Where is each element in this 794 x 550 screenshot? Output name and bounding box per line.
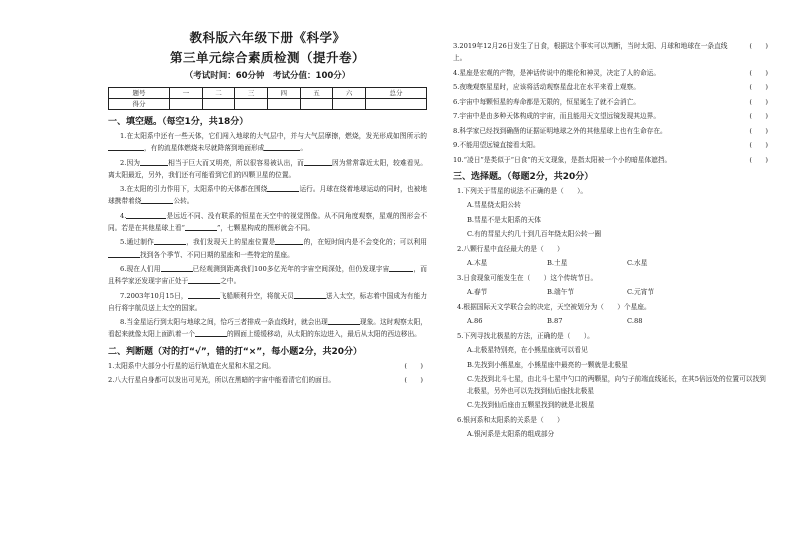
left-column bbox=[22, 28, 427, 542]
exam-info: （考试时间：60分钟 考试分值：100分） bbox=[184, 71, 351, 81]
score-input-cell[interactable] bbox=[235, 99, 268, 110]
answer-paren[interactable]: ( ) bbox=[404, 361, 423, 370]
fill-question-5: 5.通过制作 ，我们发现天上的星座位置是 的，在短时间内是不会变化的；可以利用找到各个季节、不同日期的星座和一些特定的星座。 bbox=[108, 236, 427, 261]
judge-question-6: 6.宇宙中每颗恒星的寿命都是无限的，恒星诞生了就不会消亡。 ( ) bbox=[453, 97, 768, 106]
fill-question-3: 3.在太阳的引力作用下，太阳系中的天体都在围绕 运行。月球在绕着地球运动的同时，也被地球携带着绕 公转。 bbox=[108, 185, 427, 206]
section1-title: 一、填空题。（每空1分，共18分） bbox=[108, 117, 249, 127]
choice-question-3-stem: 3.日食现象可能发生在（ ）这个传统节日。 bbox=[457, 273, 598, 282]
choice-options-row bbox=[453, 286, 772, 298]
answer-blank[interactable] bbox=[195, 328, 227, 337]
score-cell: 题号 bbox=[109, 88, 170, 99]
answer-blank[interactable] bbox=[140, 157, 168, 166]
score-cell: 二 bbox=[202, 88, 235, 99]
fill-question-8: 8.当金星运行到太阳与地球之间，恰巧三者排成一条直线时，就会出现 现象。这时观察太阳，看起来就像太阳上面趴着一个 的圆面上缓缓移动，从太阳的东边进入，最后从太阳的西边移出。 bbox=[108, 318, 427, 339]
answer-paren[interactable]: ( ) bbox=[749, 155, 768, 164]
choice-option[interactable]: B.端午节 bbox=[547, 288, 575, 296]
choice-option[interactable]: C.先找到北斗七星，由北斗七星中勺口的两颗星，向勺子前端直线延长，在其5倍远处的位置可以找到北极星，另外也可以先找到仙后座找北极星 bbox=[467, 375, 766, 395]
answer-paren[interactable]: ( ) bbox=[749, 141, 768, 149]
answer-paren[interactable]: ( ) bbox=[749, 42, 768, 50]
choice-option[interactable]: B.先找到小熊星座，小熊星座中最亮的一颗就是北极星 bbox=[467, 360, 628, 369]
choice-option[interactable]: A.86 bbox=[467, 317, 483, 325]
judge-question-1: 1.太阳系中大部分小行星的运行轨道在火星和木星之间。 ( ) bbox=[108, 361, 423, 370]
score-input-cell[interactable] bbox=[202, 99, 235, 110]
score-cell: 三 bbox=[235, 88, 268, 99]
score-cell: 总分 bbox=[365, 88, 426, 99]
score-input-cell[interactable] bbox=[267, 99, 300, 110]
score-cell: 六 bbox=[333, 88, 366, 99]
choice-option[interactable]: C.水星 bbox=[627, 259, 648, 267]
choice-option[interactable]: A.春节 bbox=[467, 288, 488, 296]
choice-option[interactable]: C.元宵节 bbox=[627, 288, 655, 296]
judge-question-2: 2.八大行星自身都可以发出可见光，所以在黑暗的宇宙中能看清它们的面目。 ( ) bbox=[108, 376, 423, 385]
score-input-cell[interactable] bbox=[300, 99, 333, 110]
judge-question-3: 3.2019年12月26日发生了日食，根据这个事实可以判断，当时太阳、月球和地球在一条直线上。 ( ) bbox=[453, 42, 768, 62]
choice-question-2-stem: 2.八颗行星中直径最大的是（ ） bbox=[457, 244, 564, 253]
choice-option[interactable]: B.土星 bbox=[547, 259, 568, 267]
choice-option[interactable]: A.彗星绕太阳公转 bbox=[467, 201, 521, 209]
answer-paren[interactable]: ( ) bbox=[749, 126, 768, 135]
judge-question-7: 7.宇宙中是由多种天体构成的宇宙，而且能用天文望远镜发现其边界。 ( ) bbox=[453, 112, 768, 120]
fill-question-4: 4. 是远近不同、没有联系的恒星在天空中的视觉图像。从不同角度观察，星观的图形会不同。若是在其他星球上看“ ”，七颗星构成的图形就会不同。 bbox=[108, 211, 427, 233]
answer-paren[interactable]: ( ) bbox=[749, 83, 768, 91]
choice-question-1-stem: 1.下列关于彗星的说法不正确的是（ ）。 bbox=[457, 186, 588, 195]
score-cell: 四 bbox=[267, 88, 300, 99]
choice-option[interactable]: A.木星 bbox=[467, 259, 488, 267]
judge-question-8: 8.科学家已经找到确凿的证据证明地球之外的其他星球上也有生命存在。 ( ) bbox=[453, 126, 768, 135]
answer-blank[interactable] bbox=[185, 222, 217, 231]
choice-option[interactable]: C.有的彗星大约几十到几百年绕太阳公转一圈 bbox=[467, 230, 602, 238]
answer-blank[interactable] bbox=[188, 290, 220, 299]
choice-options-row bbox=[453, 315, 772, 327]
answer-blank[interactable] bbox=[389, 263, 413, 272]
fill-question-2: 2.因为 相当于巨大而又明亮，所以很容易被认出，而 因为常常靠近太阳，较难看见。离太阳最近，另外，我们还有可能看到它们的四颗卫星的位置。 bbox=[108, 158, 427, 179]
score-input-cell[interactable] bbox=[365, 99, 426, 110]
choice-option[interactable]: A.银河系是太阳系的组成部分 bbox=[467, 430, 555, 438]
answer-paren[interactable]: ( ) bbox=[404, 376, 423, 385]
answer-paren[interactable]: ( ) bbox=[749, 112, 768, 120]
score-cell: 五 bbox=[300, 88, 333, 99]
score-table-score-row bbox=[109, 99, 427, 110]
fill-question-7: 7.2003年10月15日， 飞船顺利升空，将航天员 送入太空，标志着中国成为有能力自行将宇航员送上太空的国家。 bbox=[108, 291, 428, 312]
answer-blank[interactable] bbox=[161, 263, 193, 272]
answer-paren[interactable]: ( ) bbox=[749, 68, 768, 77]
choice-question-4-stem: 4.根据国际天文学联合会的决定，天空被划分为（ ）个星座。 bbox=[457, 302, 651, 311]
answer-blank[interactable] bbox=[294, 290, 326, 299]
score-table bbox=[108, 87, 427, 110]
answer-blank[interactable] bbox=[141, 195, 173, 204]
answer-blank[interactable] bbox=[108, 142, 144, 151]
section3-title: 三、选择题。（每题2分，共20分） bbox=[453, 171, 594, 182]
answer-blank[interactable] bbox=[264, 142, 300, 151]
exam-title-line2: 第三单元综合素质检测（提升卷） bbox=[169, 50, 365, 65]
choice-question-6-stem: 6.银河系和太阳系的关系是（ ） bbox=[457, 415, 564, 424]
answer-blank[interactable] bbox=[267, 183, 299, 192]
choice-option[interactable]: C.先找到仙后座由五颗星找到的就是北极星 bbox=[467, 401, 595, 409]
fill-question-6: 6.现在人们用 已经观测到距离我们100多亿光年的宇宙空间深处，但仍发现宇宙 ，而且科学家还发现宇宙正处于 之中。 bbox=[108, 264, 427, 286]
choice-option[interactable]: C.88 bbox=[627, 317, 643, 325]
fill-question-1: 1.在太阳系中还有一些天体，它们闯入地球的大气层中，并与大气层摩擦，燃烧，发光形成如图所示的，有的流星体燃烧未尽就降落到地面形成 。 bbox=[108, 130, 427, 155]
exam-title-line1: 教科版六年级下册《科学》 bbox=[189, 30, 346, 45]
choice-options-row bbox=[453, 257, 772, 269]
score-cell: 一 bbox=[169, 88, 202, 99]
answer-blank[interactable] bbox=[188, 275, 220, 284]
choice-option[interactable]: B.彗星不是太阳系的天体 bbox=[467, 215, 541, 224]
choice-option[interactable]: A.北极星特别亮，在小熊星座就可以看见 bbox=[467, 346, 588, 354]
answer-blank[interactable] bbox=[126, 210, 166, 219]
score-input-cell[interactable] bbox=[333, 99, 366, 110]
judge-question-10: 10.“凌日”是类似于“日食”的天文现象，是指太阳被一个小的暗星体遮挡。 ( ) bbox=[453, 155, 768, 164]
judge-question-9: 9.不能用望远镜直接看太阳。 ( ) bbox=[453, 141, 768, 149]
answer-blank[interactable] bbox=[328, 316, 360, 325]
score-table-header-row bbox=[109, 88, 427, 99]
judge-question-4: 4.星座是宏观的产物，是神话传说中的维伦和神灵，决定了人的命运。 ( ) bbox=[453, 68, 768, 77]
answer-paren[interactable]: ( ) bbox=[749, 97, 768, 106]
score-cell: 得分 bbox=[109, 99, 170, 110]
score-input-cell[interactable] bbox=[169, 99, 202, 110]
choice-question-5-stem: 5.下列寻找北极星的方法，正确的是（ ）。 bbox=[457, 331, 594, 340]
right-column bbox=[453, 28, 772, 542]
answer-blank[interactable] bbox=[108, 249, 140, 258]
answer-blank[interactable] bbox=[304, 157, 332, 166]
choice-option[interactable]: B.87 bbox=[547, 317, 563, 325]
answer-blank[interactable] bbox=[275, 236, 303, 245]
section2-title: 二、判断题（对的打“√”，错的打“×”，每小题2分，共20分） bbox=[108, 346, 362, 357]
judge-question-5: 5.夜晚观察星星时，应该将活动观察星盘北在水平来看上观察。 ( ) bbox=[453, 83, 768, 91]
answer-blank[interactable] bbox=[154, 236, 186, 245]
